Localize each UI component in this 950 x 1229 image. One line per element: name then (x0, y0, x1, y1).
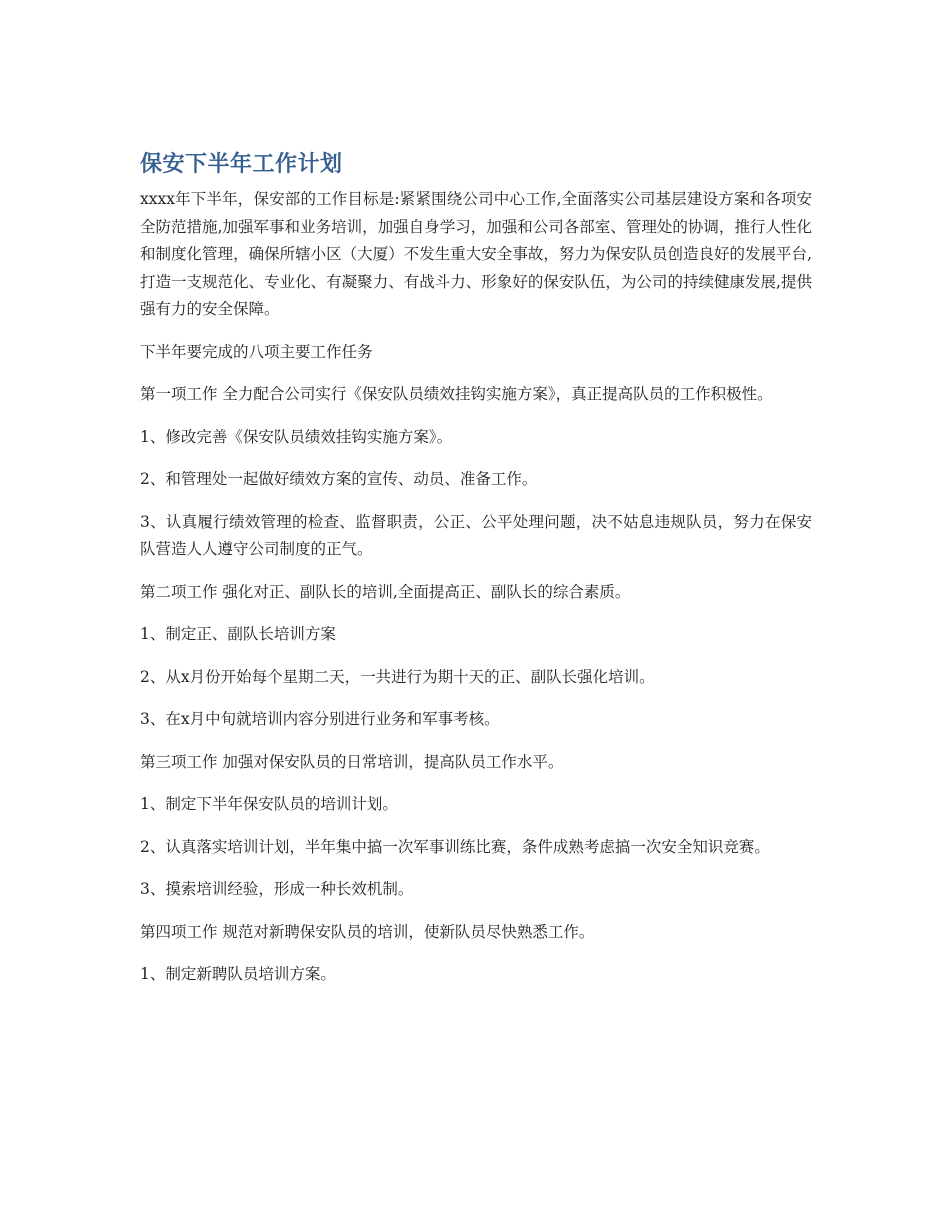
task-2-item-2: 2、从x月份开始每个星期二天，一共进行为期十天的正、副队长强化培训。 (140, 667, 655, 686)
task-3-heading: 第三项工作 加强对保安队员的日常培训，提高队员工作水平。 (140, 752, 564, 771)
task-2-heading: 第二项工作 强化对正、副队长的培训,全面提高正、副队长的综合素质。 (140, 582, 631, 601)
task-4-item-1: 1、制定新聘队员培训方案。 (140, 965, 336, 983)
task-1-item-3: 3、认真履行绩效管理的检查、监督职责，公正、公平处理问题，决不姑息违规队员，努力在保安队营造人人遵守公司制度的正气。 (140, 512, 812, 558)
tasks-heading: 下半年要完成的八项主要工作任务 (140, 342, 373, 361)
document-title: 保安下半年工作计划 (140, 152, 343, 177)
intro-paragraph: xxxx年下半年，保安部的工作目标是:紧紧围绕公司中心工作,全面落实公司基层建设方案和各项安全防范措施,加强军事和业务培训，加强自身学习，加强和公司各部室、管理处的协调，推行人性化和制度化管理，确保所辖小区（大厦）不发生重大安全事故，努力为保安队员创造良好的发展平台,打造一支规范化、专业化、有凝聚力、有战斗力、形象好的保安队伍，为公司的持续健康发展,提供强有力的安全保障。 (140, 190, 812, 318)
task-3-item-3: 3、摸索培训经验，形成一种长效机制。 (140, 880, 414, 898)
task-2-item-1: 1、制定正、副队长培训方案 (140, 625, 336, 643)
task-1-item-1: 1、修改完善《保安队员绩效挂钩实施方案》。 (140, 427, 453, 446)
document-body (140, 150, 812, 1004)
task-4-heading: 第四项工作 规范对新聘保安队员的培训，使新队员尽快熟悉工作。 (140, 922, 595, 941)
task-3-item-2: 2、认真落实培训计划，半年集中搞一次军事训练比赛，条件成熟考虑搞一次安全知识竞赛。 (140, 837, 770, 856)
task-3-item-1: 1、制定下半年保安队员的培训计划。 (140, 795, 398, 813)
task-1-heading: 第一项工作 全力配合公司实行《保安队员绩效挂钩实施方案》，真正提高队员的工作积极性。 (140, 385, 773, 403)
task-1-item-2: 2、和管理处一起做好绩效方案的宣传、动员、准备工作。 (140, 470, 538, 488)
task-2-item-3: 3、在x月中旬就培训内容分别进行业务和军事考核。 (140, 710, 500, 728)
